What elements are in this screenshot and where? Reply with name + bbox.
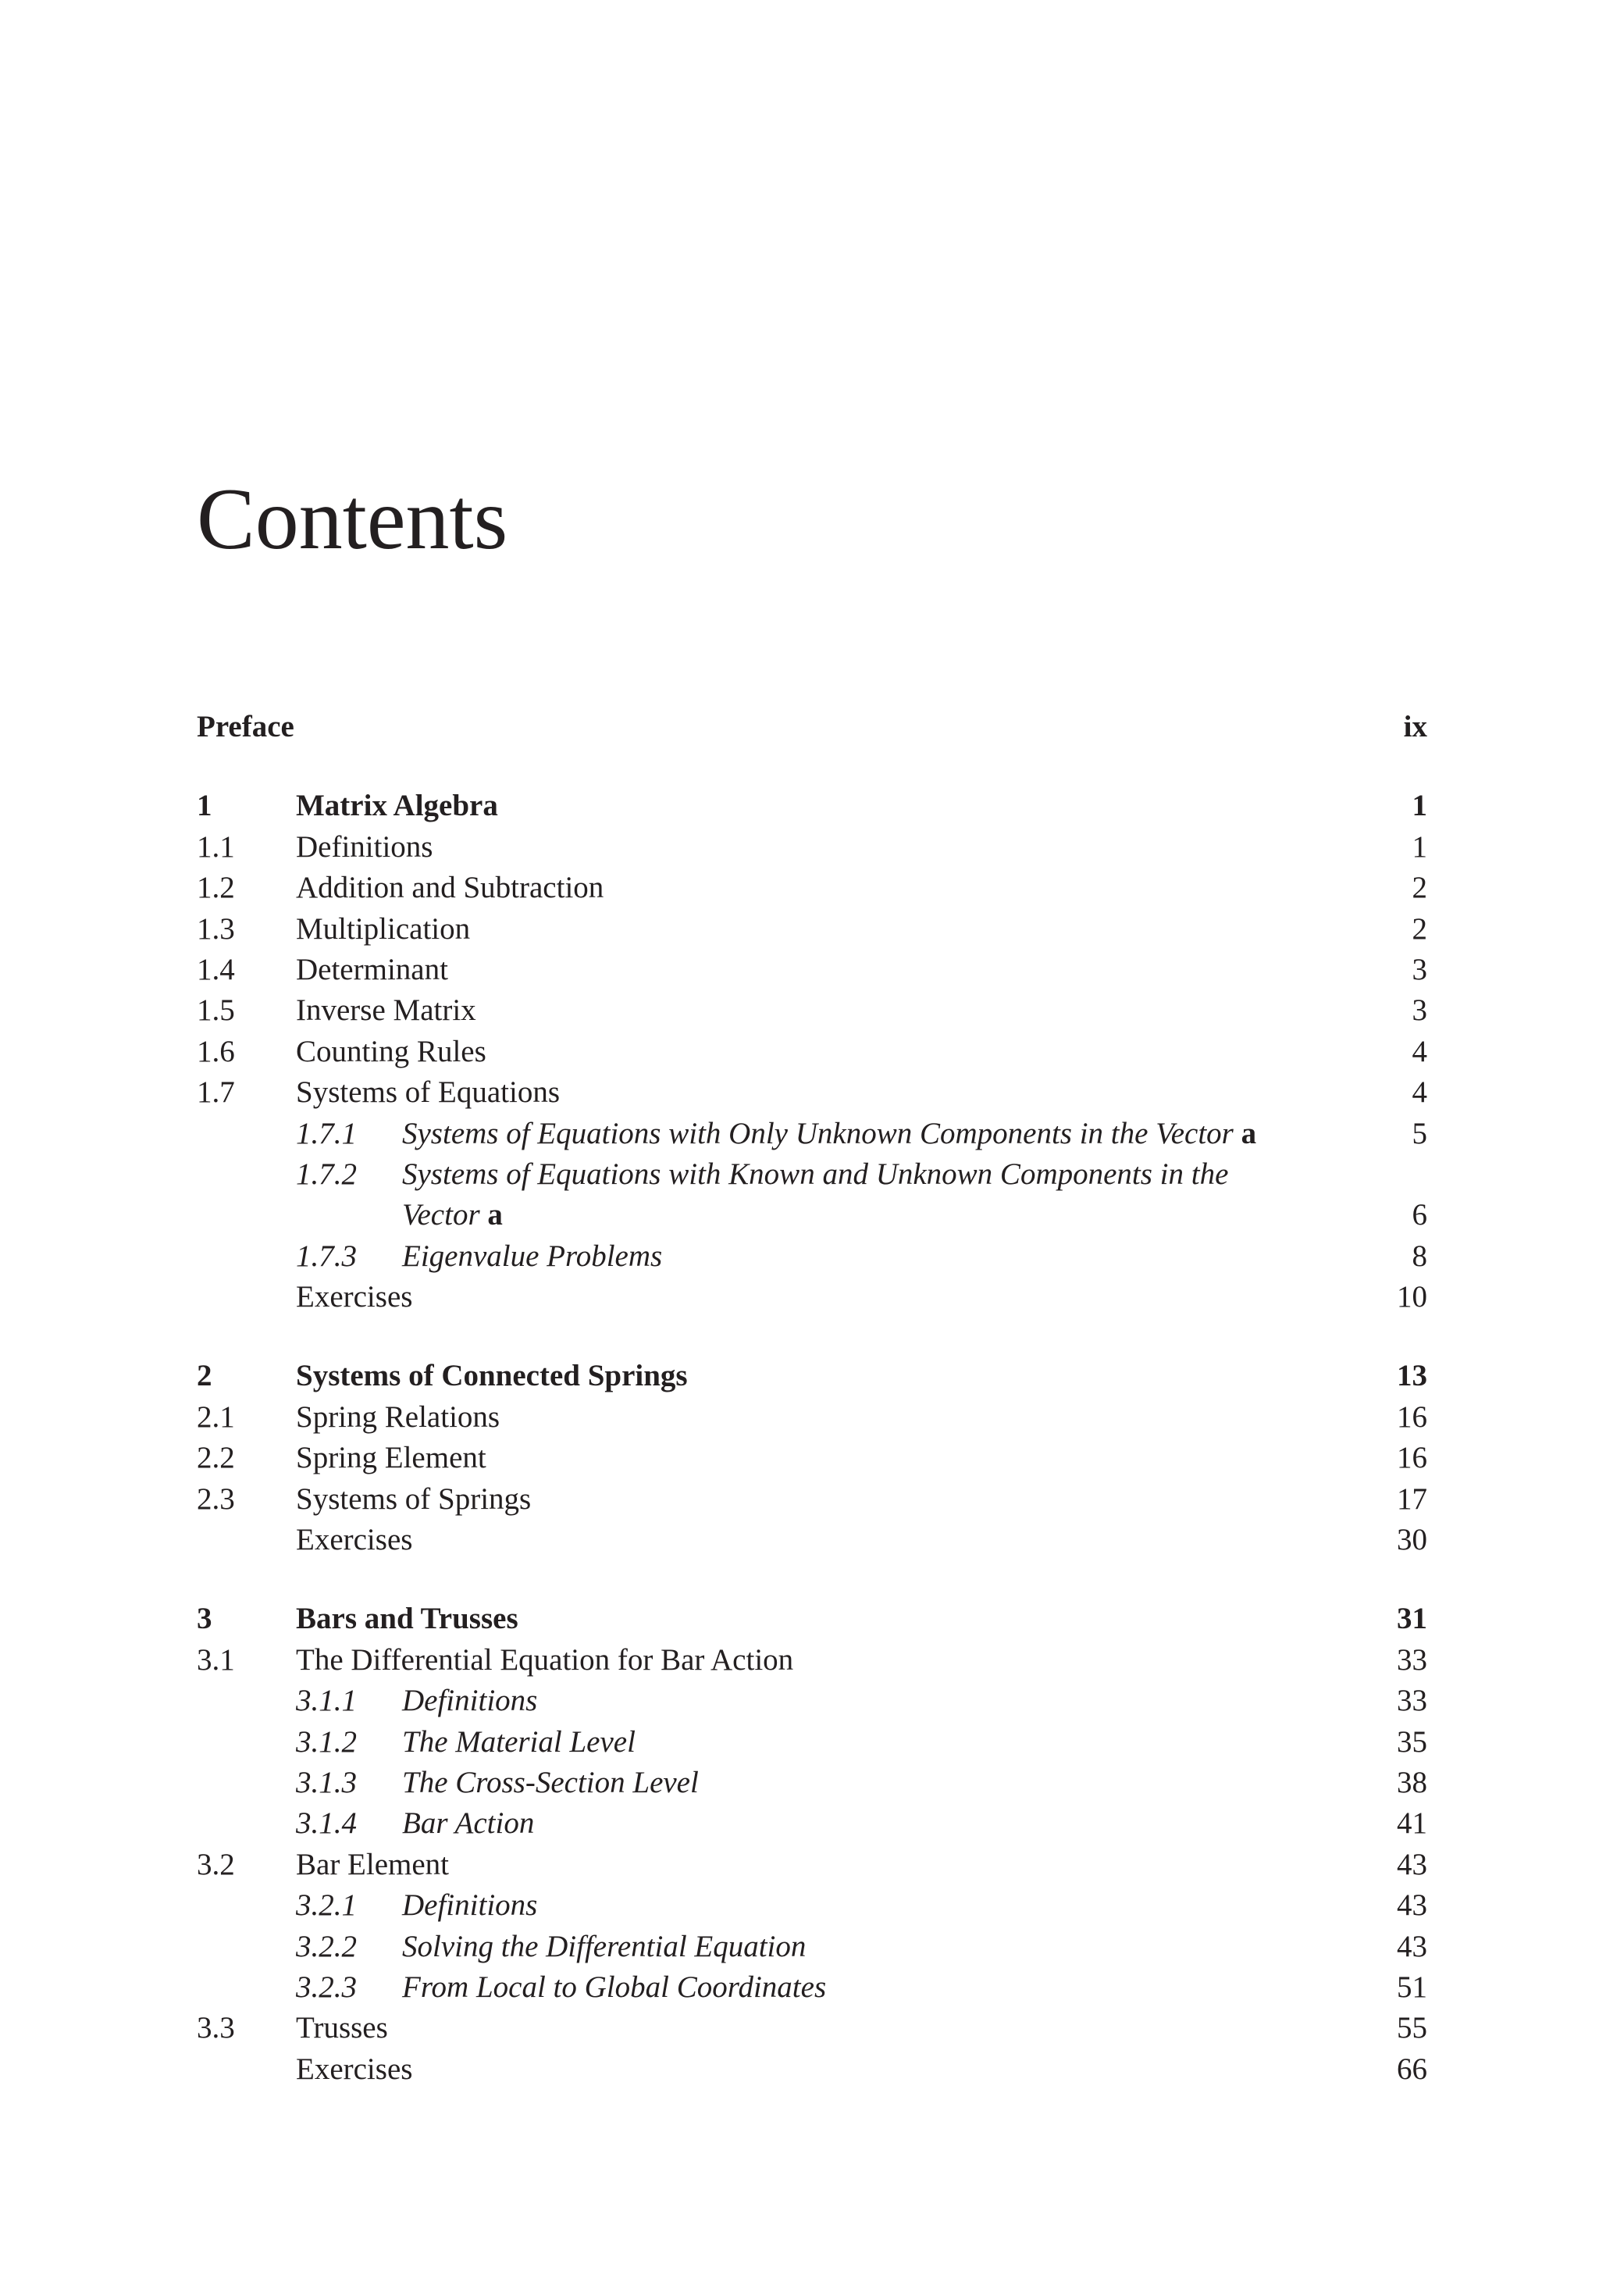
toc-chapter-title: Systems of Connected Springs — [296, 1359, 688, 1393]
toc-section-title: Trusses — [296, 2011, 388, 2045]
toc-section-2-1[interactable] — [197, 1397, 1427, 1438]
toc-chapter-3[interactable] — [197, 1599, 1427, 1639]
toc-section-page: 3 — [1412, 993, 1427, 1028]
toc-subsection-3-1-1[interactable] — [197, 1681, 1427, 1721]
toc-section-page: 17 — [1397, 1481, 1427, 1516]
toc-chapter-number: 3 — [197, 1602, 212, 1636]
toc-chapter-2[interactable] — [197, 1356, 1427, 1396]
toc-section-title: Determinant — [296, 952, 448, 986]
toc-subsection-3-1-2[interactable] — [197, 1722, 1427, 1763]
toc-section-number: 1.3 — [197, 911, 235, 946]
toc-subsection-3-1-3[interactable] — [197, 1763, 1427, 1803]
toc-section-number: 3.2 — [197, 1847, 235, 1881]
toc-subsection-title: Bar Action — [402, 1806, 535, 1841]
toc-exercises-title: Exercises — [296, 2052, 413, 2086]
toc-section-number: 1.7 — [197, 1075, 235, 1110]
toc-chapter-page: 1 — [1412, 789, 1427, 823]
toc-section-number: 1.2 — [197, 871, 235, 905]
toc-subsection-number: 3.1.4 — [296, 1806, 357, 1841]
toc-section-title: Counting Rules — [296, 1034, 486, 1068]
toc-section-title: Multiplication — [296, 911, 471, 946]
toc-section-3-2[interactable] — [197, 1845, 1427, 1885]
toc-subsection-number: 3.2.1 — [296, 1888, 357, 1923]
toc-subsection-number: 3.1.2 — [296, 1724, 357, 1759]
toc-section-title: Definitions — [296, 829, 433, 864]
toc-chapter-title: Matrix Algebra — [296, 789, 498, 823]
toc-section-page: 1 — [1412, 829, 1427, 864]
toc-subsection-3-1-4[interactable] — [197, 1803, 1427, 1844]
toc-subsection-page: 43 — [1397, 1888, 1427, 1923]
toc-exercises-title: Exercises — [296, 1523, 413, 1557]
toc-subsection-page: 38 — [1397, 1765, 1427, 1799]
toc-entry-title: Preface — [197, 710, 294, 743]
toc-section-1-2[interactable] — [197, 868, 1427, 908]
toc-section-1-4[interactable] — [197, 950, 1427, 990]
toc-subsection-title-text: Systems of Equations with Only Unknown Components in the Vector — [402, 1116, 1234, 1150]
toc-section-page: 55 — [1397, 2011, 1427, 2045]
toc-subsection-page: 33 — [1397, 1684, 1427, 1718]
vector-symbol: a — [487, 1198, 503, 1232]
toc-section-number: 1.6 — [197, 1034, 235, 1068]
toc-subsection-1-7-1[interactable] — [197, 1114, 1427, 1154]
toc-subsection-1-7-2[interactable] — [197, 1154, 1427, 1236]
toc-chapter-1[interactable] — [197, 786, 1427, 826]
toc-exercises-title: Exercises — [296, 1280, 413, 1314]
toc-chapter-title: Bars and Trusses — [296, 1602, 518, 1636]
toc-section-page: 16 — [1397, 1399, 1427, 1434]
toc-subsection-1-7-3[interactable] — [197, 1236, 1427, 1277]
toc-subsection-number: 1.7.3 — [296, 1239, 357, 1273]
toc-entry-preface[interactable] — [197, 707, 1427, 747]
toc-section-page: 4 — [1412, 1034, 1427, 1068]
toc-section-1-7[interactable] — [197, 1072, 1427, 1113]
toc-subsection-title: Definitions — [402, 1888, 538, 1923]
toc-subsection-number: 3.2.2 — [296, 1929, 357, 1963]
toc-exercises-1[interactable] — [197, 1277, 1427, 1317]
toc-section-title: Inverse Matrix — [296, 993, 476, 1028]
toc-chapter-number: 1 — [197, 789, 212, 823]
toc-section-2-2[interactable] — [197, 1438, 1427, 1478]
toc-section-title: Spring Relations — [296, 1399, 500, 1434]
toc-subsection-page: 6 — [1412, 1198, 1427, 1232]
toc-section-1-5[interactable] — [197, 990, 1427, 1031]
toc-subsection-page: 5 — [1412, 1116, 1427, 1150]
toc-section-title: Systems of Springs — [296, 1481, 532, 1516]
toc-section-title: Bar Element — [296, 1847, 450, 1881]
toc-section-1-6[interactable] — [197, 1032, 1427, 1072]
toc-subsection-number: 3.1.3 — [296, 1766, 357, 1799]
toc-subsection-title: Solving the Differential Equation — [402, 1929, 807, 1963]
toc-section-number: 1.5 — [197, 993, 235, 1028]
toc-subsection-page: 41 — [1397, 1806, 1427, 1841]
toc-exercises-page: 66 — [1397, 2052, 1427, 2086]
toc-subsection-title — [402, 1114, 1495, 1154]
toc-section-number: 3.3 — [197, 2011, 235, 2045]
toc-section-page: 2 — [1412, 871, 1427, 905]
toc-section-1-3[interactable] — [197, 909, 1427, 950]
toc-section-2-3[interactable] — [197, 1479, 1427, 1520]
toc-subsection-title: Eigenvalue Problems — [402, 1239, 663, 1273]
toc-section-number: 2.2 — [197, 1441, 235, 1475]
toc-chapter-page: 13 — [1397, 1359, 1427, 1393]
toc-subsection-page: 35 — [1397, 1724, 1427, 1759]
toc-section-number: 1.4 — [197, 952, 235, 986]
toc-section-title: Systems of Equations — [296, 1075, 560, 1110]
toc-subsection-page: 43 — [1397, 1929, 1427, 1963]
toc-section-page: 2 — [1412, 911, 1427, 946]
toc-exercises-3[interactable] — [197, 2049, 1427, 2090]
toc-section-title: Addition and Subtraction — [296, 871, 604, 905]
toc-subsection-number: 1.7.1 — [296, 1116, 357, 1150]
toc-subsection-title: The Cross-Section Level — [402, 1766, 699, 1799]
toc-subsection-title — [402, 1154, 1308, 1236]
toc-subsection-page: 51 — [1397, 1970, 1427, 2004]
toc-subsection-number: 1.7.2 — [296, 1157, 357, 1191]
toc-section-page: 4 — [1412, 1075, 1427, 1110]
toc-entry-page: ix — [1403, 709, 1427, 743]
toc-section-3-1[interactable] — [197, 1640, 1427, 1681]
toc-subsection-number: 3.1.1 — [296, 1684, 357, 1718]
toc-subsection-3-2-3[interactable] — [197, 1967, 1427, 2008]
toc-exercises-2[interactable] — [197, 1520, 1427, 1560]
table-of-contents — [197, 707, 1427, 2090]
toc-subsection-title: From Local to Global Coordinates — [402, 1970, 827, 2004]
toc-section-1-1[interactable] — [197, 827, 1427, 868]
vector-symbol: a — [1241, 1116, 1257, 1150]
page-title: Contents — [197, 471, 508, 568]
toc-chapter-page: 31 — [1397, 1602, 1427, 1636]
toc-subsection-3-2-2[interactable] — [197, 1927, 1427, 1967]
toc-exercises-page: 10 — [1397, 1280, 1427, 1314]
toc-subsection-title-text: Systems of Equations with Known and Unknown Components in the Vector — [402, 1157, 1229, 1232]
toc-section-number: 2.1 — [197, 1399, 235, 1434]
toc-subsection-3-2-1[interactable] — [197, 1885, 1427, 1926]
toc-section-number: 3.1 — [197, 1642, 235, 1677]
toc-section-3-3[interactable] — [197, 2008, 1427, 2048]
toc-section-number: 1.1 — [197, 829, 235, 864]
toc-subsection-number: 3.2.3 — [296, 1970, 357, 2004]
toc-section-number: 2.3 — [197, 1481, 235, 1516]
toc-section-page: 33 — [1397, 1642, 1427, 1677]
toc-section-page: 16 — [1397, 1441, 1427, 1475]
toc-subsection-title: Definitions — [402, 1684, 538, 1718]
toc-section-page: 43 — [1397, 1847, 1427, 1881]
toc-section-title: The Differential Equation for Bar Action — [296, 1642, 794, 1677]
toc-exercises-page: 30 — [1397, 1523, 1427, 1557]
toc-section-page: 3 — [1412, 952, 1427, 986]
toc-subsection-title: The Material Level — [402, 1724, 636, 1759]
toc-subsection-page: 8 — [1412, 1239, 1427, 1273]
toc-chapter-number: 2 — [197, 1359, 212, 1393]
toc-section-title: Spring Element — [296, 1441, 486, 1475]
